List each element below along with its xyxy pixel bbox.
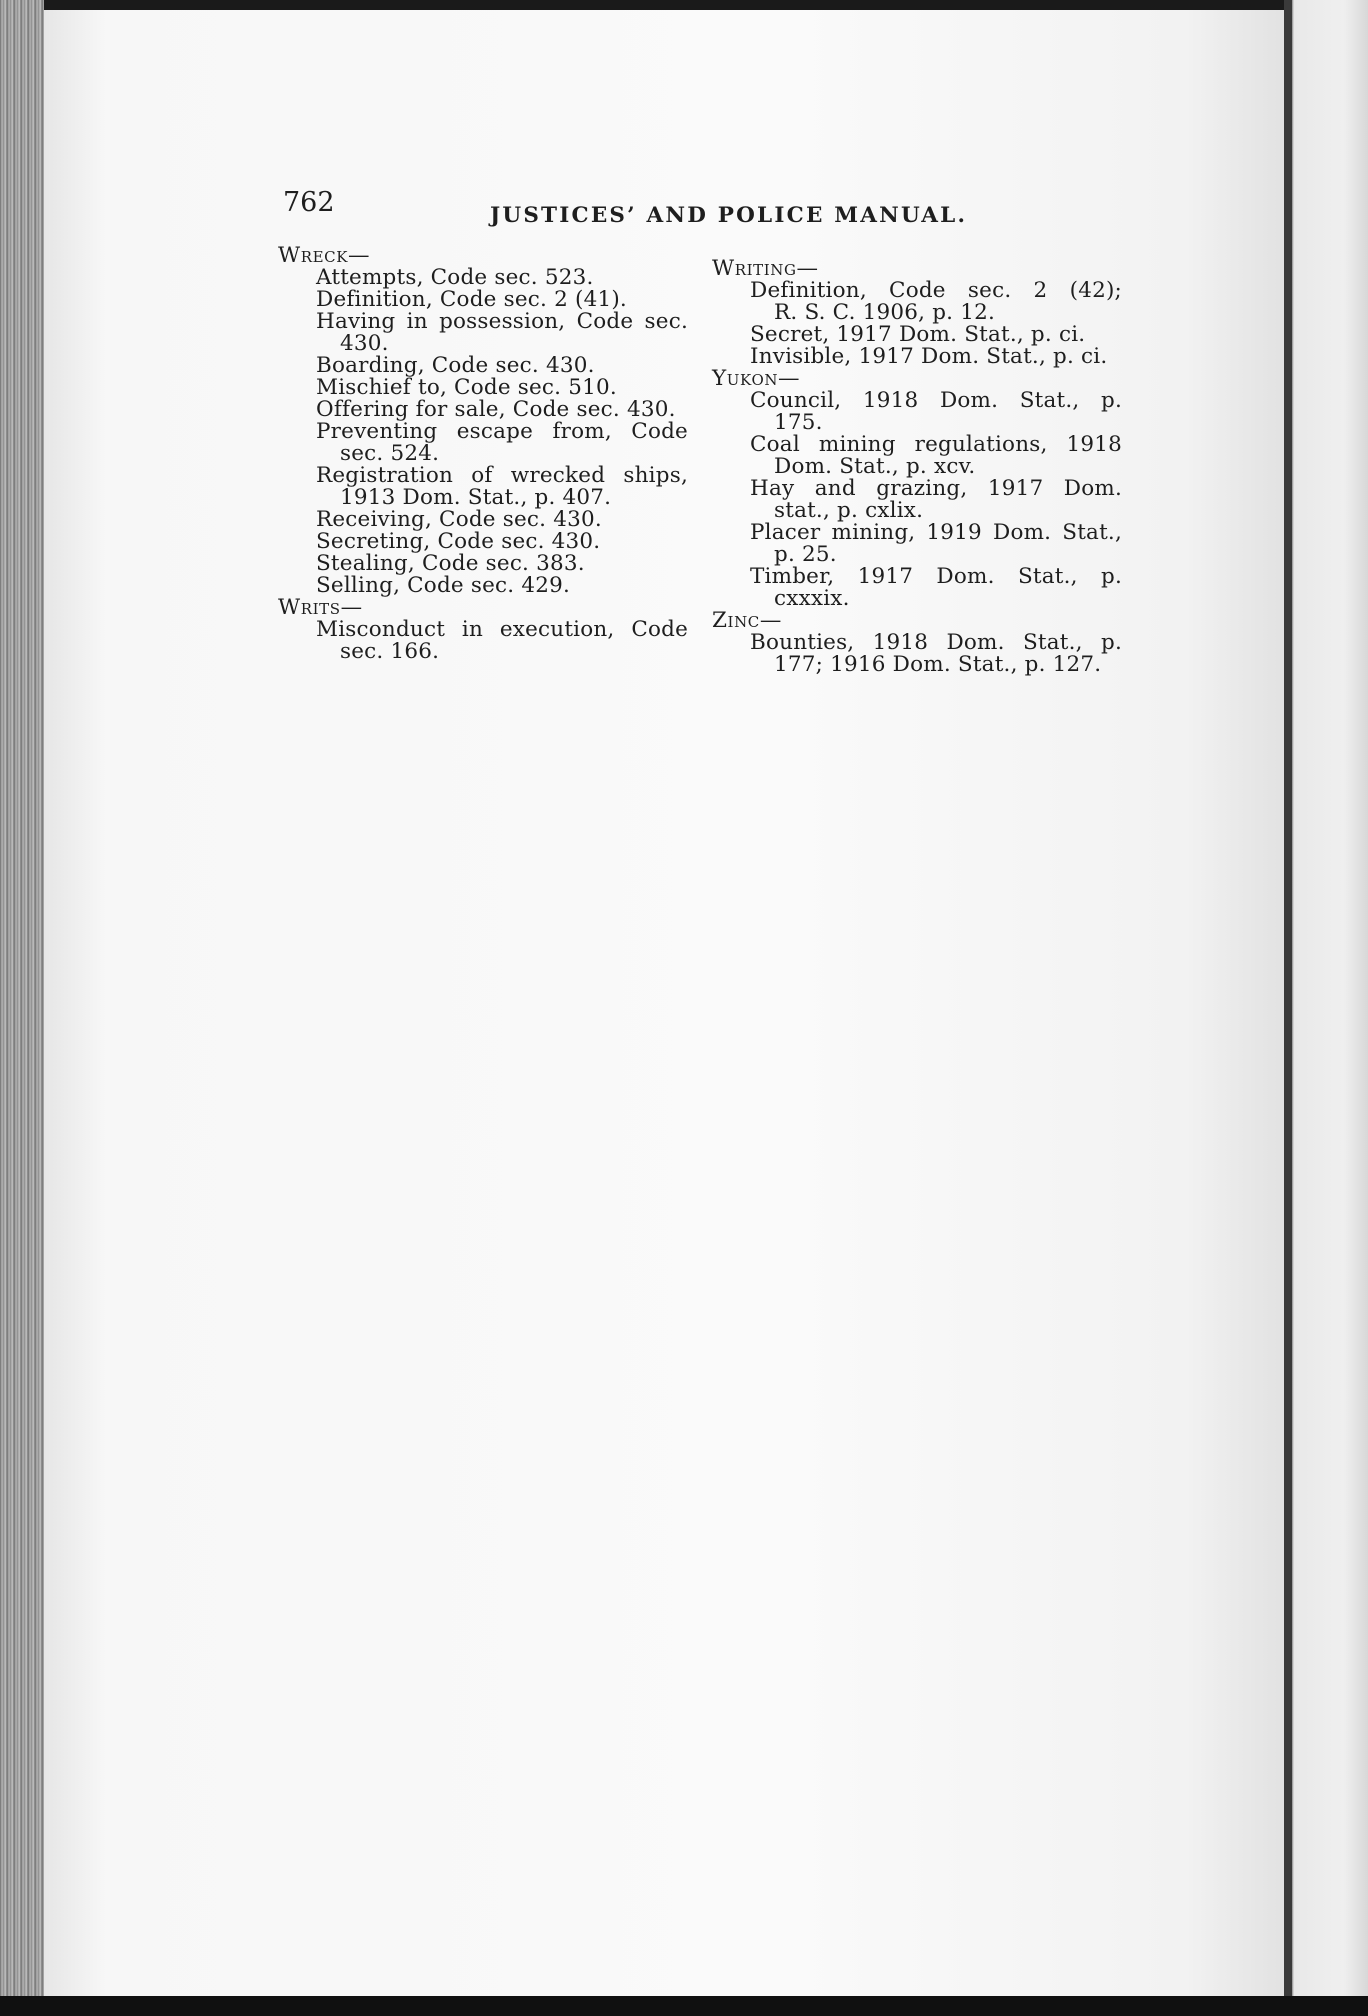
index-entry-text: Boarding, Code sec. 430. [316, 353, 595, 378]
index-entry-continuation: 177; 1916 Dom. Stat., p. 127. [774, 652, 1102, 677]
spine-shadow [1284, 0, 1292, 2016]
index-entry-continuation: 430. [340, 331, 389, 356]
index-entry [712, 324, 1122, 346]
index-entry-text: Definition, Code sec. 2 (42); [750, 278, 1122, 303]
index-entry-continuation: p. 25. [774, 542, 837, 567]
running-head: JUSTICES’ AND POLICE MANUAL. [490, 203, 968, 228]
index-entry [278, 575, 688, 597]
index-entry [278, 465, 688, 509]
book-page-edges [0, 0, 44, 2016]
index-entry [712, 632, 1122, 676]
index-entry-continuation: Dom. Stat., p. xcv. [774, 454, 976, 479]
index-entry [712, 522, 1122, 566]
index-entry [712, 566, 1122, 610]
index-entry-text: Stealing, Code sec. 383. [316, 551, 585, 576]
index-entry [712, 390, 1122, 434]
index-entry-text: Preventing escape from, Code [316, 419, 688, 444]
index-entry [712, 346, 1122, 368]
index-entry-text: Placer mining, 1919 Dom. Stat., [750, 520, 1122, 545]
scan-bottom-edge [0, 1996, 1368, 2016]
index-heading: Zinc— [712, 608, 782, 633]
index-entry-text: Receiving, Code sec. 430. [316, 507, 602, 532]
index-entry-text: Bounties, 1918 Dom. Stat., p. [750, 630, 1122, 655]
index-entry [278, 355, 688, 377]
index-heading: Writing— [712, 256, 819, 281]
index-entry [712, 280, 1122, 324]
index-entry-continuation: 1913 Dom. Stat., p. 407. [340, 485, 612, 510]
index-entry-text: Having in possession, Code sec. [316, 309, 688, 334]
index-entry [712, 478, 1122, 522]
index-column-right [712, 258, 1122, 676]
index-entry-continuation: 175. [774, 410, 823, 435]
index-entry [278, 553, 688, 575]
index-entry-text: Offering for sale, Code sec. 430. [316, 397, 676, 422]
index-entry [278, 619, 688, 663]
index-entry [278, 267, 688, 289]
index-heading: Writs— [278, 595, 363, 620]
index-entry [278, 311, 688, 355]
index-entry-text: Secret, 1917 Dom. Stat., p. ci. [750, 322, 1086, 347]
index-entry [278, 509, 688, 531]
book-gutter [1284, 0, 1368, 2016]
index-entry-text: Timber, 1917 Dom. Stat., p. [750, 564, 1122, 589]
index-entry-text: Attempts, Code sec. 523. [316, 265, 594, 290]
index-entry-text: Invisible, 1917 Dom. Stat., p. ci. [750, 344, 1108, 369]
page-number: 762 [283, 187, 335, 218]
index-entry-continuation: sec. 524. [340, 441, 440, 466]
index-entry-continuation: cxxxix. [774, 586, 850, 611]
index-column-left [278, 245, 688, 663]
index-entry-text: Mischief to, Code sec. 510. [316, 375, 617, 400]
index-entry [712, 434, 1122, 478]
index-entry [278, 531, 688, 553]
index-heading: Yukon— [712, 366, 801, 391]
index-entry [278, 377, 688, 399]
index-heading: Wreck— [278, 243, 371, 268]
index-entry [278, 421, 688, 465]
index-entry-text: Secreting, Code sec. 430. [316, 529, 601, 554]
index-entry-continuation: sec. 166. [340, 639, 440, 664]
index-entry [278, 399, 688, 421]
index-entry-continuation: stat., p. cxlix. [774, 498, 924, 523]
index-entry-text: Misconduct in execution, Code [316, 617, 688, 642]
index-entry-text: Selling, Code sec. 429. [316, 573, 571, 598]
index-entry-text: Definition, Code sec. 2 (41). [316, 287, 627, 312]
index-entry [278, 289, 688, 311]
index-entry-text: Council, 1918 Dom. Stat., p. [750, 388, 1122, 413]
index-entry-continuation: R. S. C. 1906, p. 12. [774, 300, 996, 325]
index-entry-text: Hay and grazing, 1917 Dom. [750, 476, 1122, 501]
index-entry-text: Registration of wrecked ships, [316, 463, 688, 488]
index-entry-text: Coal mining regulations, 1918 [750, 432, 1122, 457]
